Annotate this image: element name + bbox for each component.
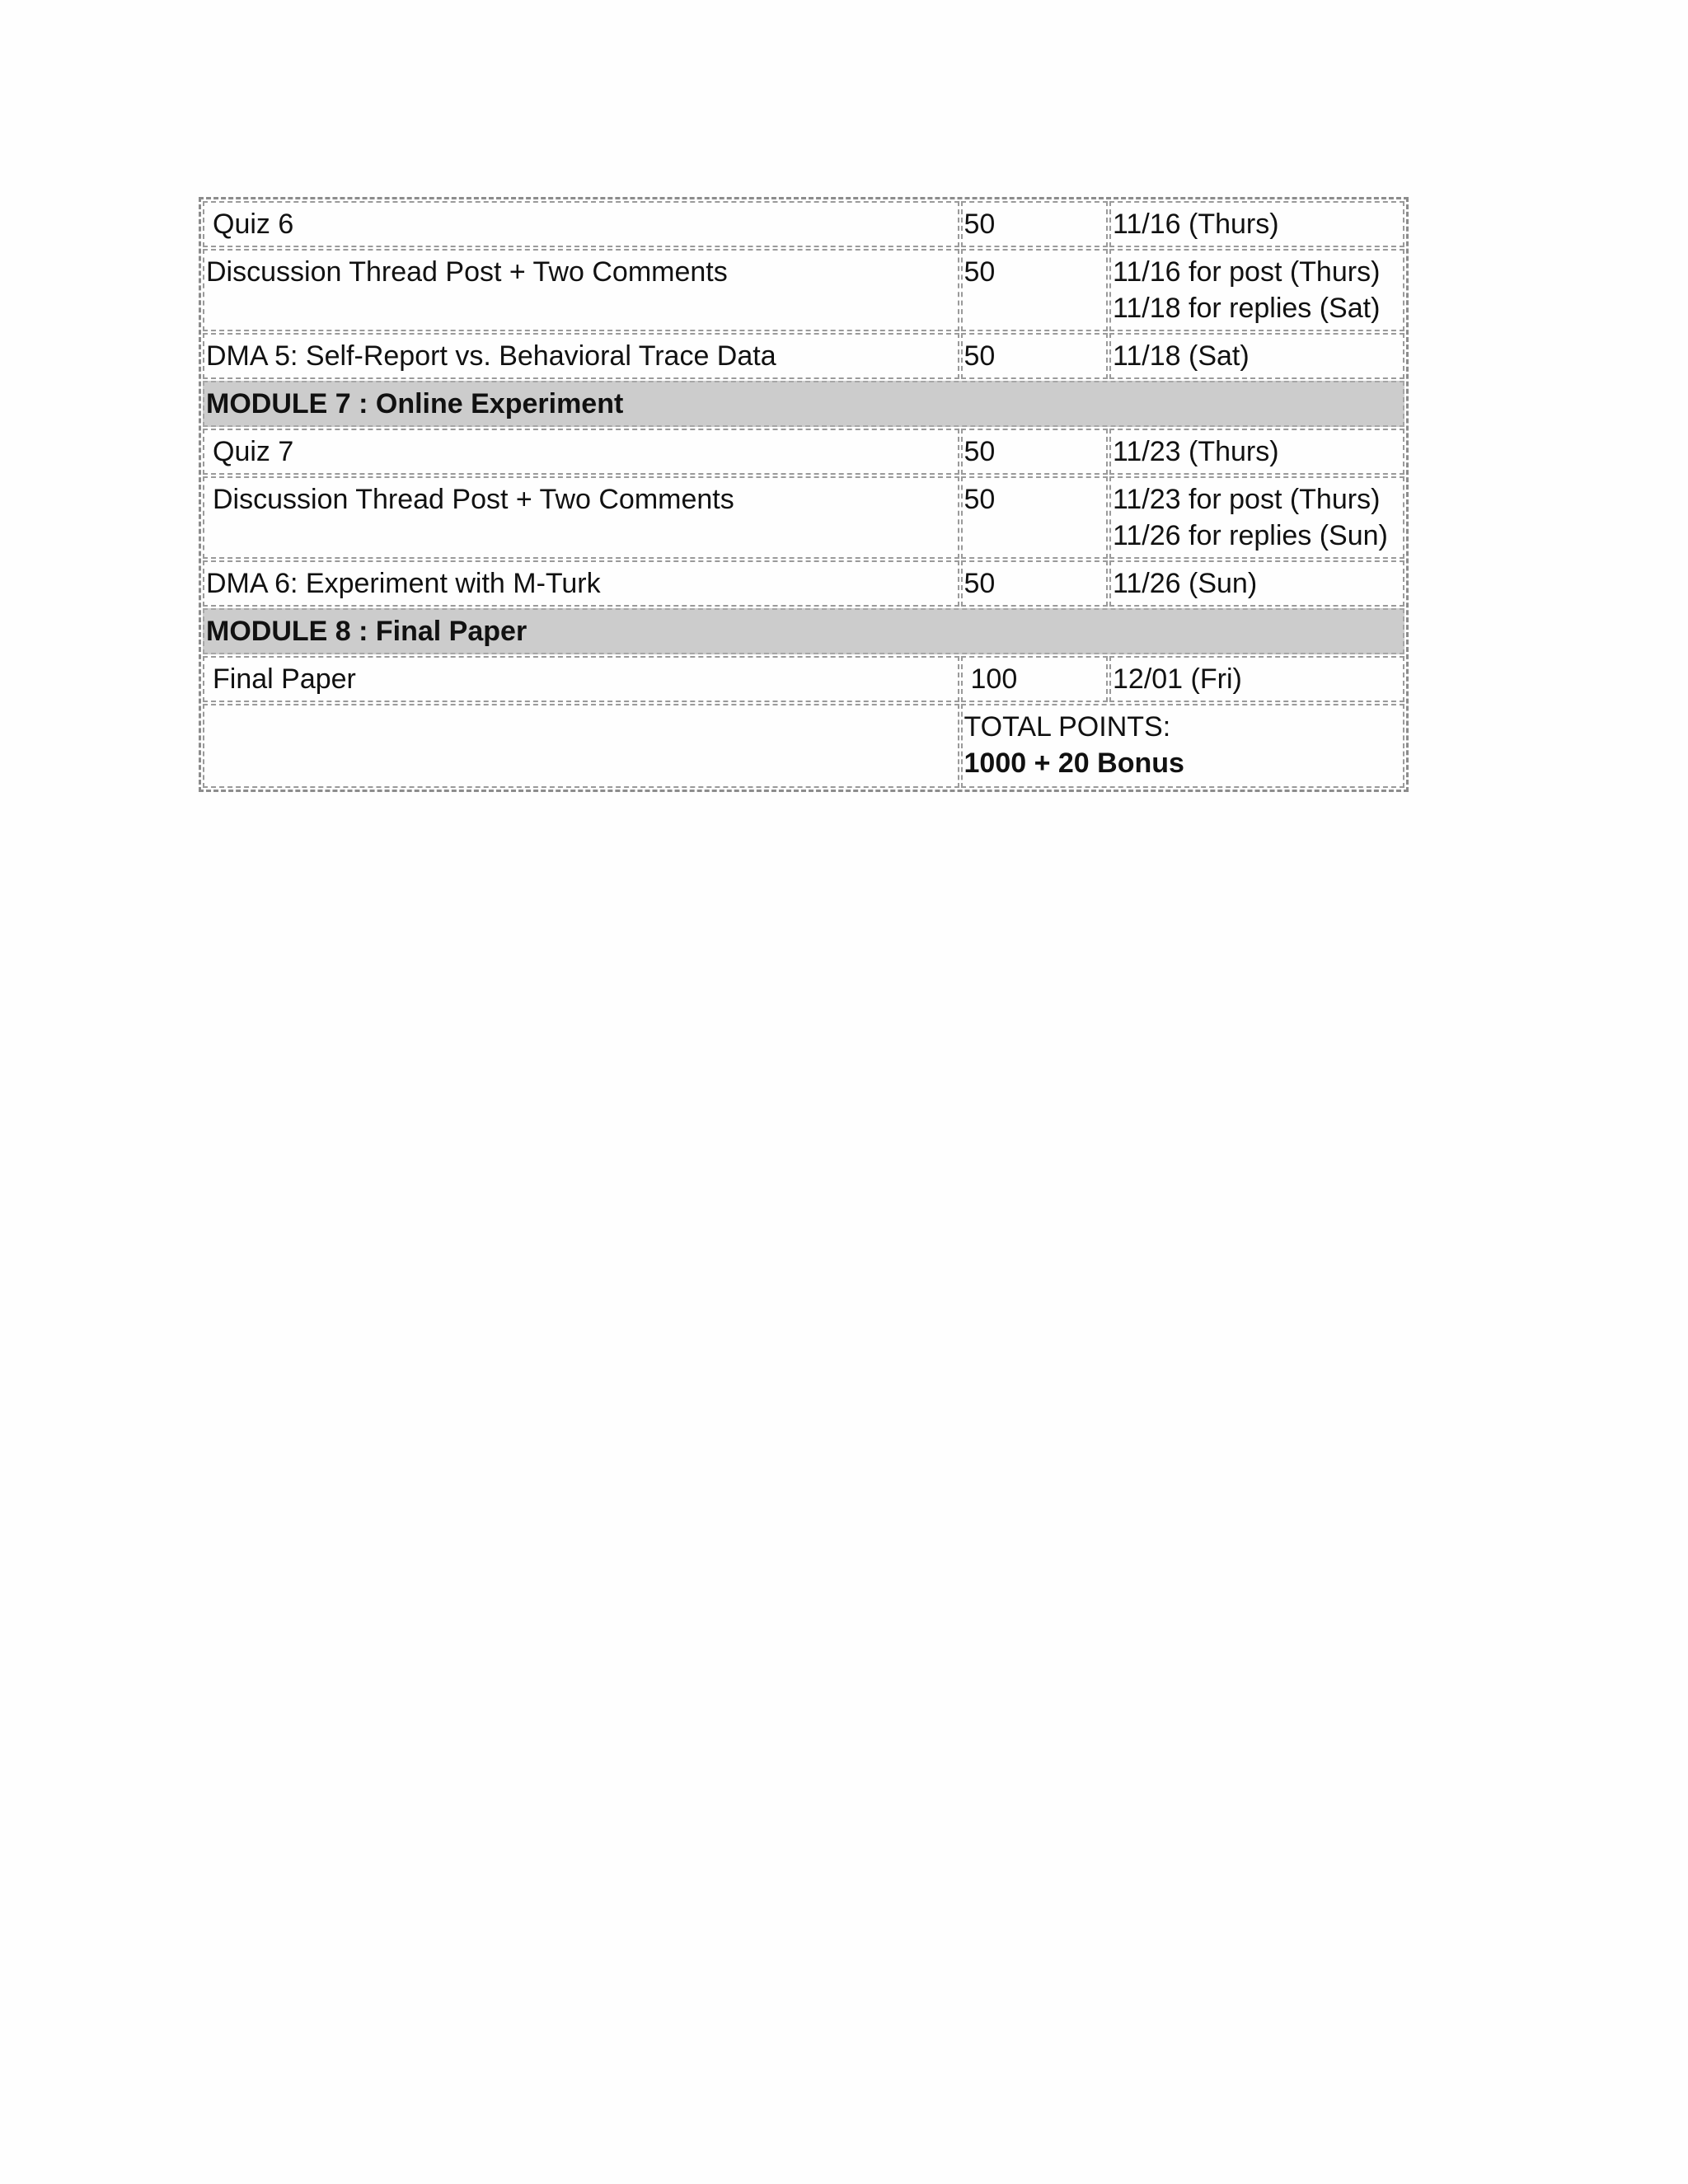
table-row: [203, 476, 1404, 559]
module-title: MODULE 8 : Final Paper: [203, 608, 1404, 654]
due-date: [1109, 476, 1404, 559]
due-date-replies: 11/18 for replies (Sat): [1113, 293, 1381, 324]
due-date-post: 11/23 for post (Thurs): [1113, 484, 1381, 515]
due-date-replies: 11/26 for replies (Sun): [1113, 520, 1388, 551]
total-points-value: 1000 + 20 Bonus: [964, 748, 1184, 779]
task-name: Discussion Thread Post + Two Comments: [203, 476, 959, 559]
task-name: DMA 6: Experiment with M-Turk: [203, 560, 959, 607]
points-value: 50: [961, 333, 1108, 379]
points-value: 50: [961, 249, 1108, 331]
assignment-schedule-table: [199, 197, 1409, 792]
table-row: [203, 249, 1404, 331]
total-row: [203, 704, 1404, 788]
task-name: Final Paper: [203, 656, 959, 702]
points-value: 50: [961, 476, 1108, 559]
task-name: Quiz 7: [203, 429, 959, 475]
points-value: 50: [961, 201, 1108, 247]
table-row: [203, 201, 1404, 247]
module-title: MODULE 7 : Online Experiment: [203, 381, 1404, 427]
due-date: 12/01 (Fri): [1109, 656, 1404, 702]
table-row: [203, 560, 1404, 607]
due-date: 11/16 (Thurs): [1109, 201, 1404, 247]
due-date: [1109, 249, 1404, 331]
table-row: [203, 656, 1404, 702]
due-date-post: 11/16 for post (Thurs): [1113, 256, 1381, 288]
task-name: Discussion Thread Post + Two Comments: [203, 249, 959, 331]
total-points-cell: [961, 704, 1404, 788]
total-points-label: TOTAL POINTS:: [964, 711, 1171, 743]
module-header-row: [203, 608, 1404, 654]
empty-cell: [203, 704, 959, 788]
due-date: 11/26 (Sun): [1109, 560, 1404, 607]
table-row: [203, 429, 1404, 475]
table-row: [203, 333, 1404, 379]
points-value: 50: [961, 560, 1108, 607]
task-name: Quiz 6: [203, 201, 959, 247]
module-header-row: [203, 381, 1404, 427]
points-value: 50: [961, 429, 1108, 475]
task-name: DMA 5: Self-Report vs. Behavioral Trace Data: [203, 333, 959, 379]
due-date: 11/18 (Sat): [1109, 333, 1404, 379]
points-value: 100: [961, 656, 1108, 702]
due-date: 11/23 (Thurs): [1109, 429, 1404, 475]
